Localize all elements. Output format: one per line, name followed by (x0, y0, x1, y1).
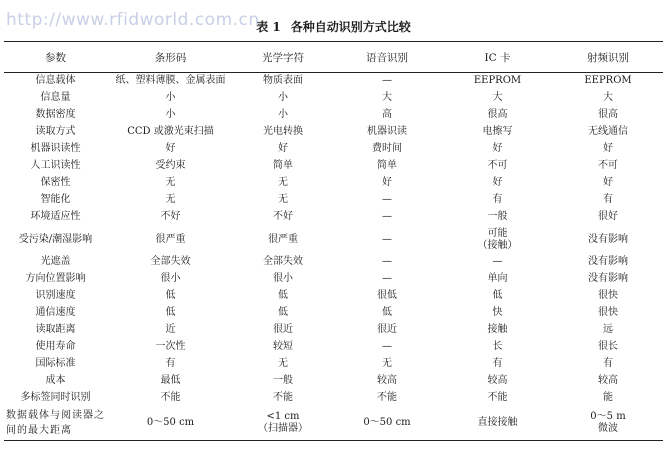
cell-rfid: 有 (603, 358, 613, 369)
row-label: 读取距离 (35, 324, 76, 335)
cell-barcode: 无 (165, 177, 176, 188)
table-row (4, 226, 663, 254)
cell-rfid-line1: 0～5 m (590, 411, 626, 423)
cell-barcode: 好 (165, 143, 176, 154)
header-param: 参数 (4, 42, 107, 73)
cell-rfid: 大 (603, 92, 613, 103)
table-caption-title: 各种自动识别方式比较 (290, 20, 411, 34)
cell-ocr: 小 (278, 92, 288, 103)
cell-rfid: 很好 (598, 211, 618, 222)
header-ocr: 光学字符 (234, 42, 332, 73)
cell-ic-card: 长 (492, 341, 503, 352)
cell-barcode: 纸、塑料薄膜、金属表面 (115, 75, 226, 87)
cell-voice: — (382, 75, 392, 87)
cell-ic-card: 不可 (487, 160, 508, 171)
cell-barcode: 一次性 (155, 341, 186, 352)
row-label: 国际标准 (35, 358, 76, 369)
cell-barcode: CCD 或激光束扫描 (127, 126, 214, 137)
cell-ic-card (442, 226, 553, 254)
row-label: 数据密度 (35, 109, 76, 120)
table-row (4, 158, 663, 175)
cell-ic-card: 接触 (487, 324, 508, 335)
cell-voice: — (382, 341, 392, 352)
watermark-url: http://www.rfidworld.com.cn (6, 10, 260, 30)
row-label: 成本 (45, 375, 66, 386)
row-label: 人工识读性 (30, 160, 81, 171)
row-label: 保密性 (40, 177, 71, 188)
table-header-row (4, 42, 663, 73)
cell-ocr (234, 407, 332, 441)
cell-rfid: 好 (603, 177, 613, 188)
cell-ic-card: — (492, 256, 503, 267)
cell-ocr: 物质表面 (263, 75, 303, 87)
header-voice: 语音识别 (332, 42, 442, 73)
table-caption (0, 18, 667, 35)
row-label: 多标签同时识别 (20, 392, 91, 403)
cell-ic-card: 单向 (487, 273, 508, 284)
cell-rfid: 很快 (598, 307, 618, 318)
cell-barcode: 不能 (160, 392, 181, 403)
cell-ic-card: 低 (492, 290, 503, 301)
cell-voice: 费时间 (372, 143, 402, 154)
cell-ocr: 好 (278, 143, 288, 154)
cell-rfid: 很长 (598, 341, 618, 352)
cell-ocr: 小 (278, 109, 288, 120)
row-label: 信息量 (40, 92, 71, 103)
cell-ocr: 无 (278, 194, 288, 205)
cell-rfid: 远 (603, 324, 613, 335)
cell-ocr: 很近 (273, 324, 293, 335)
cell-ic-card: 很高 (487, 109, 508, 120)
cell-rfid: 能 (603, 392, 613, 403)
cell-ocr: 较短 (273, 341, 293, 352)
header-barcode: 条形码 (107, 42, 234, 73)
cell-voice: 高 (382, 109, 392, 120)
cell-ic-card-line2: （接触） (477, 239, 518, 251)
cell-rfid: 很高 (598, 109, 618, 120)
cell-rfid: EEPROM (584, 75, 632, 87)
cell-ic-card: 好 (492, 143, 503, 154)
header-ic-card: IC 卡 (442, 42, 553, 73)
cell-ocr-line1: <1 cm (266, 411, 300, 423)
cell-voice: 很低 (377, 290, 397, 301)
cell-rfid: 好 (603, 143, 613, 154)
cell-ocr: 一般 (273, 375, 293, 386)
cell-rfid: 没有影响 (588, 256, 628, 267)
cell-ic-card: 较高 (487, 375, 508, 386)
cell-ic-card: 一般 (487, 211, 508, 222)
table-row (4, 124, 663, 141)
cell-ocr: 不能 (273, 392, 293, 403)
cell-rfid: 没有影响 (588, 273, 628, 284)
cell-barcode: 很小 (160, 273, 181, 284)
cell-ic-card: 有 (492, 194, 503, 205)
table-row (4, 107, 663, 124)
cell-ic-card: 不能 (487, 392, 508, 403)
table-row (4, 356, 663, 373)
table-row (4, 90, 663, 107)
cell-voice: — (382, 194, 392, 205)
cell-ocr: 低 (278, 307, 288, 318)
cell-voice: 简单 (377, 160, 397, 171)
comparison-table (4, 41, 663, 441)
row-label: 方向位置影响 (25, 273, 86, 284)
cell-voice: 0～50 cm (332, 407, 442, 441)
cell-voice: 很近 (377, 324, 397, 335)
cell-ocr: 不好 (273, 211, 293, 222)
cell-barcode: 近 (165, 324, 176, 335)
table-row (4, 407, 663, 441)
table-row (4, 288, 663, 305)
cell-ocr: 很小 (273, 273, 293, 284)
cell-voice: — (382, 233, 392, 245)
cell-voice: 不能 (377, 392, 397, 403)
cell-voice: — (382, 211, 392, 222)
cell-rfid: 有 (603, 194, 613, 205)
row-label: 通信速度 (35, 307, 76, 318)
cell-ic-card: EEPROM (473, 75, 522, 87)
table-row (4, 322, 663, 339)
table-row (4, 209, 663, 226)
cell-barcode: 最低 (160, 375, 181, 386)
table-row (4, 390, 663, 407)
cell-ocr: 低 (278, 290, 288, 301)
cell-voice: 较高 (377, 375, 397, 386)
row-label: 受污染/潮湿影响 (18, 233, 93, 245)
cell-voice: — (382, 256, 392, 267)
table-row (4, 141, 663, 158)
table-row (4, 339, 663, 356)
cell-barcode: 低 (165, 290, 176, 301)
table-caption-label: 表 1 (256, 20, 281, 34)
row-label: 识别速度 (35, 290, 76, 301)
cell-barcode: 小 (165, 109, 176, 120)
row-label: 光遮盖 (40, 256, 71, 267)
table-row (4, 175, 663, 192)
table-row (4, 271, 663, 288)
table-row (4, 373, 663, 390)
cell-ocr: 光电转换 (263, 126, 303, 137)
cell-voice: 无 (382, 358, 392, 369)
cell-ocr-line2: （扫描器） (258, 423, 308, 435)
cell-ocr: 很严重 (268, 233, 298, 245)
cell-barcode: 小 (165, 92, 176, 103)
cell-ocr: 全部失效 (263, 256, 303, 267)
cell-voice: 大 (382, 92, 392, 103)
row-label: 环境适应性 (30, 211, 81, 222)
cell-rfid-line2: 微波 (598, 423, 618, 435)
cell-ocr: 简单 (273, 160, 293, 171)
cell-rfid: 没有影响 (588, 233, 628, 245)
cell-voice: 机器识读 (367, 126, 407, 137)
row-label: 信息载体 (35, 75, 76, 87)
cell-voice: 低 (382, 307, 392, 318)
cell-rfid: 很快 (598, 290, 618, 301)
cell-ic-card: 直接接触 (442, 407, 553, 441)
cell-barcode: 0～50 cm (107, 407, 234, 441)
cell-ic-card: 快 (492, 307, 503, 318)
cell-barcode: 很严重 (155, 233, 186, 245)
table-row (4, 73, 663, 90)
row-label: 机器识读性 (30, 143, 81, 154)
cell-ocr: 无 (278, 358, 288, 369)
row-label: 使用寿命 (35, 341, 76, 352)
header-rfid: 射频识别 (553, 42, 663, 73)
cell-rfid: 不可 (598, 160, 618, 171)
table-row (4, 305, 663, 322)
row-label: 读取方式 (35, 126, 76, 137)
cell-ic-card: 大 (492, 92, 503, 103)
cell-voice: — (382, 273, 392, 284)
table-row (4, 254, 663, 271)
row-label: 数据载体与阅读器之间的最大距离 (4, 407, 107, 441)
row-label: 智能化 (40, 194, 71, 205)
cell-ocr: 无 (278, 177, 288, 188)
cell-voice: 好 (382, 177, 392, 188)
cell-barcode: 低 (165, 307, 176, 318)
cell-ic-card: 好 (492, 177, 503, 188)
cell-rfid (553, 407, 663, 441)
cell-ic-card-line1: 可能 (487, 227, 508, 239)
table-row (4, 192, 663, 209)
cell-rfid: 无线通信 (588, 126, 628, 137)
cell-barcode: 全部失效 (150, 256, 191, 267)
cell-rfid: 较高 (598, 375, 618, 386)
cell-barcode: 受约束 (155, 160, 186, 171)
cell-ic-card: 电擦写 (482, 126, 513, 137)
cell-barcode: 不好 (160, 211, 181, 222)
cell-barcode: 有 (165, 358, 176, 369)
cell-barcode: 无 (165, 194, 176, 205)
cell-ic-card: 有 (492, 358, 503, 369)
